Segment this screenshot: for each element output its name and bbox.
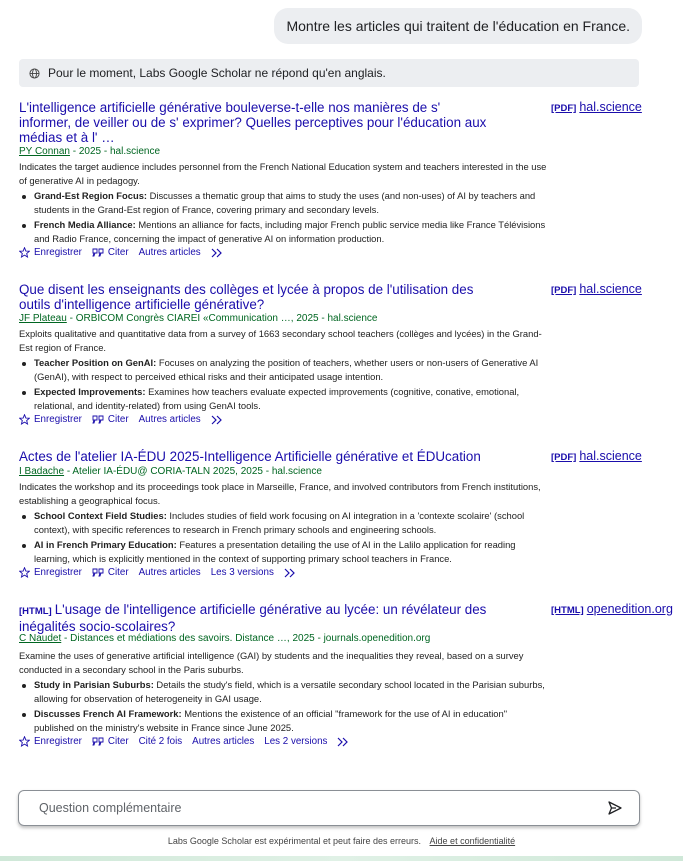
quote-icon <box>92 568 104 578</box>
more-button[interactable] <box>211 415 227 425</box>
bullet-text: Includes studies of field work focusing on AI integration in a 'contexte scolaire' (school context), with specific references to research in French primary schools and engineering schools. <box>34 510 525 536</box>
globe-icon <box>29 68 40 79</box>
save-button[interactable]: Enregistrer <box>19 736 82 747</box>
result-meta <box>19 633 430 644</box>
cite-button[interactable]: Citer <box>92 247 129 258</box>
notice-text: Pour le moment, Labs Google Scholar ne répond qu'en anglais. <box>48 66 386 80</box>
bullet-text: Features a presentation detailing the use of AI in the Lalilo application for reading learning, which is explicitly mentioned in the context of supporting primary school teachers in France. <box>34 538 516 565</box>
pdf-source: hal.science <box>579 282 642 296</box>
footer <box>0 836 683 846</box>
html-link[interactable] <box>551 602 673 616</box>
bullet-item <box>19 509 549 538</box>
meta-rest: - 2025 - hal.science <box>69 146 161 157</box>
html-source: openedition.org <box>586 602 673 616</box>
user-message-bubble <box>274 8 642 44</box>
save-button[interactable]: Enregistrer <box>19 414 82 425</box>
author-link[interactable]: I Badache <box>19 466 65 477</box>
result-summary: Exploits qualitative and quantitative data from a survey of 1663 secondary school teachers (collèges and lycées) in the Grand-Est region of France. <box>19 328 542 354</box>
meta-rest: - ORBICOM Congrès CIAREI «Communication …, 2025 - hal.science <box>66 313 378 324</box>
versions-link[interactable]: Les 2 versions <box>264 736 328 747</box>
star-icon <box>19 414 30 425</box>
result-title-link[interactable]: Que disent les enseignants des collèges et lycée à propos de l'utilisation des outils d'intelligence artificielle générative? <box>19 282 474 312</box>
result-bullets <box>19 189 549 247</box>
result-meta <box>19 146 160 157</box>
bullet-item <box>19 678 549 707</box>
star-icon <box>19 736 30 747</box>
save-button[interactable]: Enregistrer <box>19 567 82 578</box>
bullet-label: Expected Improvements: <box>34 385 146 397</box>
bottom-decoration <box>0 856 683 861</box>
related-articles-link[interactable]: Autres articles <box>138 247 201 258</box>
send-icon[interactable] <box>607 800 623 816</box>
bullet-item <box>19 218 549 247</box>
result-meta <box>19 313 377 324</box>
bullet-label: AI in French Primary Education: <box>34 538 177 550</box>
versions-link[interactable]: Les 3 versions <box>210 567 274 578</box>
bullet-item <box>19 189 549 218</box>
cite-button[interactable]: Citer <box>92 736 129 747</box>
double-chevron-icon <box>211 248 223 258</box>
bullet-text: Discusses a thematic group that aims to study the uses (and non-uses) of AI by teachers and students in the Grand-Est region of France, covering primary and secondary levels. <box>34 190 536 216</box>
quote-icon <box>92 415 104 425</box>
double-chevron-icon <box>284 568 296 578</box>
cited-by-link[interactable]: Cité 2 fois <box>138 736 183 747</box>
result-summary: Examine the uses of generative artificial intelligence (GAI) by students and the inequalities they reveal, based on a survey conducted in a secondary school in the Paris suburbs. <box>19 650 524 676</box>
related-articles-link[interactable]: Autres articles <box>138 567 201 578</box>
save-button[interactable]: Enregistrer <box>19 247 82 258</box>
bullet-label: Discusses French AI Framework: <box>34 707 182 719</box>
follow-up-input[interactable] <box>37 800 607 816</box>
author-link[interactable]: PY Connan <box>19 146 70 157</box>
meta-rest: - Distances et médiations des savoirs. Distance …, 2025 - journals.openedition.org <box>61 633 431 644</box>
html-source-tag: [HTML] <box>551 605 584 616</box>
bullet-label: Teacher Position on GenAI: <box>34 357 157 368</box>
bullet-text: Details the study's field, which is a versatile secondary school located in the Parisian suburbs, allowing for observation of heterogeneity in GAI usage. <box>34 679 545 705</box>
bullet-text: Focuses on analyzing the position of teachers, whether users or non-users of Generative AI (GenAI), with respect to perceived ethical risks and their anticipated usage intention. <box>34 357 539 383</box>
quote-icon <box>92 737 104 747</box>
result-actions <box>19 247 237 258</box>
related-articles-link[interactable]: Autres articles <box>138 414 201 425</box>
double-chevron-icon <box>337 737 349 747</box>
result-actions <box>19 414 237 425</box>
star-icon <box>19 567 30 578</box>
result-title-text: L'usage de l'intelligence artificielle générative au lycée: un révélateur des inégalités socio-scolaires? <box>19 602 487 634</box>
result-title-link[interactable]: L'intelligence artificielle générative bouleverse-t-elle nos manières de s' informer, de veiller ou de s' exprimer? Quelles perceptives pour l'éducation aux médias et à l' … <box>19 100 487 145</box>
bullet-label: Grand-Est Region Focus: <box>34 190 148 201</box>
footer-disclaimer: Labs Google Scholar est expérimental et peut faire des erreurs. <box>167 836 422 846</box>
bullet-text: Mentions the existence of an official "framework for the use of AI in education" published on the ministry's website in France since June 2025. <box>34 707 508 734</box>
bullet-label: French Media Alliance: <box>34 218 136 230</box>
pdf-source: hal.science <box>579 100 642 114</box>
more-button[interactable] <box>284 568 300 578</box>
cite-button[interactable]: Citer <box>92 567 129 578</box>
more-button[interactable] <box>211 248 227 258</box>
pdf-link[interactable] <box>551 449 642 463</box>
pdf-link[interactable] <box>551 282 642 296</box>
pdf-source: hal.science <box>579 449 642 463</box>
cite-button[interactable]: Citer <box>92 414 129 425</box>
bullet-item <box>19 385 549 414</box>
result-summary: Indicates the target audience includes personnel from the French National Education system and teachers interested in the use of generative AI in pedagogy. <box>19 161 547 187</box>
bullet-text: Examines how teachers evaluate expected improvements (cognitive, conative, emotional, relational, and identity-related) from using GenAI tools. <box>34 385 520 412</box>
follow-up-composer <box>18 790 640 826</box>
result-actions <box>19 736 363 747</box>
bullet-label: Study in Parisian Suburbs: <box>34 679 154 690</box>
result-actions <box>19 567 310 578</box>
result-bullets <box>19 356 549 414</box>
help-privacy-link[interactable]: Aide et confidentialité <box>429 836 516 846</box>
author-link[interactable]: JF Plateau <box>19 313 67 324</box>
bullet-label: School Context Field Studies: <box>34 510 167 521</box>
pdf-tag: [PDF] <box>551 452 577 463</box>
author-link[interactable]: C Naudet <box>19 633 62 644</box>
bullet-item <box>19 707 549 736</box>
result-title-link[interactable]: Actes de l'atelier IA-ÉDU 2025-Intelligence Artificielle générative et ÉDUcation <box>19 449 481 464</box>
pdf-link[interactable] <box>551 100 642 114</box>
result-bullets <box>19 678 549 736</box>
result-summary: Indicates the workshop and its proceedings took place in Marseille, France, and involved contributors from French institutions, establishing a geographical focus. <box>19 481 541 507</box>
bullet-item <box>19 538 549 567</box>
meta-rest: - Atelier IA-ÉDU@ CORIA-TALN 2025, 2025 - hal.science <box>64 466 322 477</box>
double-chevron-icon <box>211 415 223 425</box>
star-icon <box>19 247 30 258</box>
pdf-tag: [PDF] <box>551 103 577 114</box>
html-tag: [HTML] <box>19 606 52 617</box>
language-notice <box>19 59 639 87</box>
bullet-text: Mentions an alliance for facts, including major French public service media like France Télévisions and Radio France, concerning the impact of generative AI on information production. <box>34 218 546 245</box>
result-bullets <box>19 509 549 567</box>
pdf-tag: [PDF] <box>551 285 577 296</box>
related-articles-link[interactable]: Autres articles <box>192 736 255 747</box>
bullet-item <box>19 356 549 385</box>
result-title-link[interactable] <box>19 602 489 634</box>
result-meta <box>19 466 322 477</box>
user-message-text: Montre les articles qui traitent de l'éducation en France. <box>286 18 630 34</box>
quote-icon <box>92 248 104 258</box>
more-button[interactable] <box>337 737 353 747</box>
